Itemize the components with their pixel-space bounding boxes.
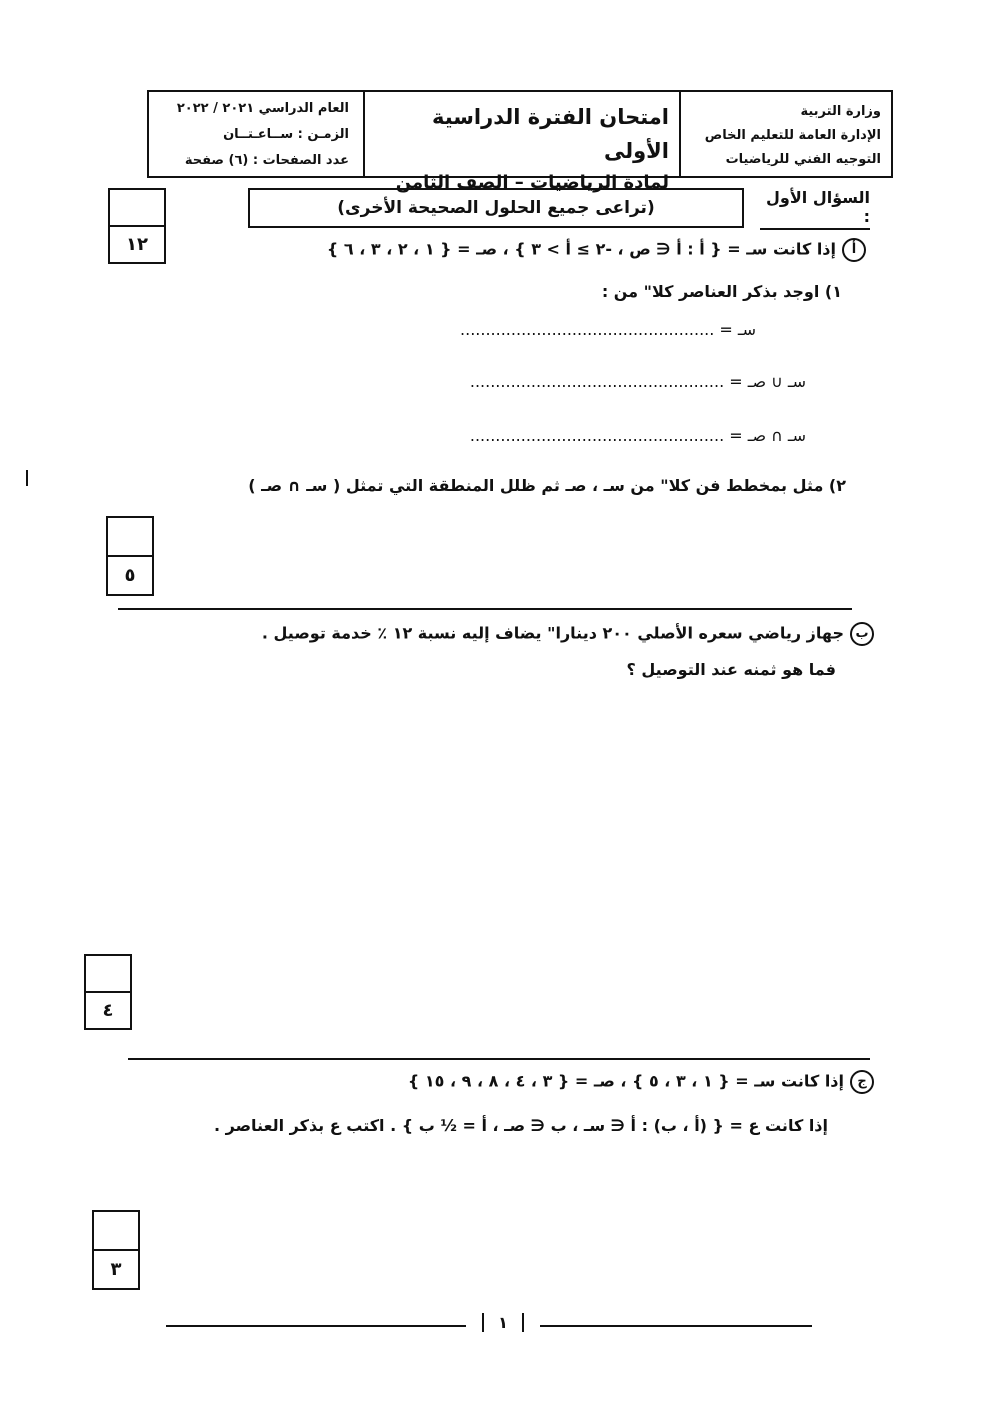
part-b-text: جهاز رياضي سعره الأصلي ٢٠٠ دينارا" يضاف إليه نسبة ١٢ ٪ خدمة توصيل . (261, 623, 844, 643)
score-value: ٤ (102, 1000, 114, 1021)
footer-line-left (166, 1325, 466, 1327)
footer-line-right (540, 1325, 812, 1327)
ministry-line2: الإدارة العامة للتعليم الخاص (704, 128, 881, 143)
exam-header (147, 90, 893, 193)
part-c-line2: إذا كانت ع = { (أ ، ب) : أ ∈ سـ ، ب ∈ صـ ، أ = ½ ب } . اكتب ع بذكر العناصر . (213, 1116, 828, 1135)
section-divider (128, 1058, 870, 1060)
exam-title: امتحان الفترة الدراسية الأولى (431, 105, 669, 163)
score-box-blank (108, 518, 152, 557)
answer-line-x: سـ = .................................................. (460, 320, 756, 339)
score-box-part-a (106, 516, 154, 596)
margin-mark (26, 470, 28, 486)
score-value: ٥ (124, 565, 136, 586)
part-a-badge: أ (842, 238, 866, 262)
section-divider (118, 608, 852, 610)
part-a-sub1: ١) اوجد بذكر العناصر كلا" من : (601, 282, 842, 301)
part-a-statement (266, 238, 866, 262)
question1-title: السؤال الأول : (760, 188, 870, 230)
score-box-part-b (84, 954, 132, 1030)
academic-year: العام الدراسي ٢٠٢١ / ٢٠٢٢ (176, 101, 349, 116)
part-a-sub2: ٢) مثل بمخطط فن كلا" من سـ ، صـ ثم ظلل المنطقة التي تمثل ( سـ ∩ صـ ) (248, 476, 846, 495)
score-box-blank (110, 190, 164, 227)
score-box-question1 (108, 188, 166, 264)
part-a-text: إذا كانت سـ = { أ : أ ∈ ص ، -٢ ≥ أ > ٣ } ، صـ = { ١ ، ٢ ، ٣ ، ٦ } (326, 239, 836, 259)
part-c-text: إذا كانت سـ = { ١ ، ٣ ، ٥ } ، صـ = { ٣ ، ٤ ، ٨ ، ٩ ، ١٥ } (407, 1071, 844, 1091)
page-number: ١ (482, 1313, 524, 1332)
score-box-blank (86, 956, 130, 993)
exam-title-cell (363, 92, 679, 193)
ministry-line1: وزارة التربية (800, 104, 881, 119)
score-box-blank (94, 1212, 138, 1251)
answer-line-union: سـ ∪ صـ = .................................................. (469, 372, 806, 391)
exam-info-cell (149, 92, 363, 176)
page-footer (166, 1315, 812, 1335)
score-box-part-c (92, 1210, 140, 1290)
score-value: ١٢ (126, 234, 148, 255)
page-number-box (466, 1313, 540, 1332)
answer-line-intersection: سـ ∩ صـ = .................................................. (469, 426, 806, 445)
ministry-cell (679, 92, 891, 176)
part-c-line1 (154, 1070, 874, 1094)
exam-subject: لمادة الرياضيات – الصف الثامن (395, 172, 669, 193)
part-b-badge: ب (850, 622, 874, 646)
ministry-line3: التوجيه الفني للرياضيات (725, 152, 881, 167)
exam-duration: الزمـن : ســاعـتــان (223, 127, 349, 142)
part-b-line1 (154, 622, 874, 646)
score-value: ٣ (110, 1259, 122, 1280)
part-b-line2: فما هو ثمنه عند التوصيل ؟ (626, 660, 836, 679)
page-count: عدد الصفحات : (٦) صفحة (184, 153, 349, 168)
part-c-badge: ج (850, 1070, 874, 1094)
solutions-note: (تراعى جميع الحلول الصحيحة الأخرى) (248, 188, 744, 228)
